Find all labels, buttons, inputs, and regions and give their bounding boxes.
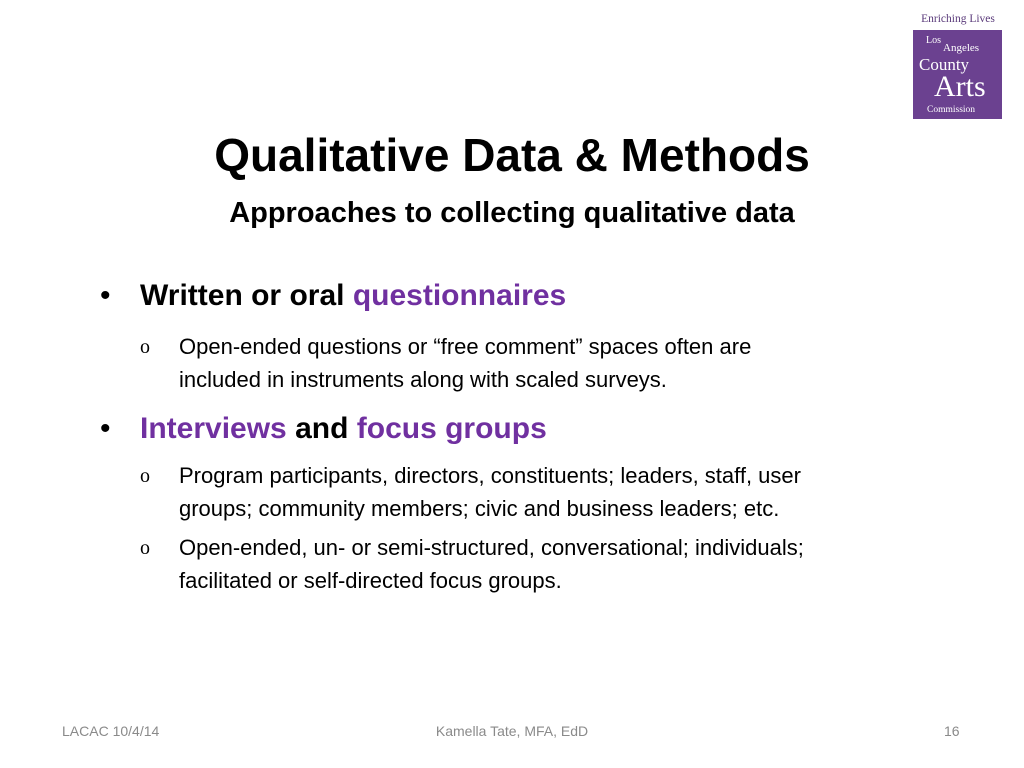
bullet-1-highlight: questionnaires	[352, 279, 567, 312]
logo-tagline: Enriching Lives	[921, 13, 995, 25]
arts-commission-logo	[913, 30, 1002, 119]
sub-bullet-1-1-line2: included in instruments along with scaled surveys.	[179, 367, 667, 392]
bullet-2-highlight-b: focus groups	[356, 412, 547, 445]
bullet-1-text	[140, 278, 566, 314]
sub-bullet-marker-1-1: o	[140, 336, 150, 358]
sub-bullet-2-1-line1: Program participants, directors, constituents; leaders, staff, user	[179, 463, 801, 488]
slide-subtitle: Approaches to collecting qualitative data	[229, 197, 795, 229]
slide-title: Qualitative Data & Methods	[214, 129, 810, 181]
logo-word-arts: Arts	[934, 70, 986, 103]
sub-bullet-2-2	[179, 531, 959, 597]
sub-bullet-2-1	[179, 459, 959, 525]
footer-date: LACAC 10/4/14	[62, 723, 160, 739]
sub-bullet-2-2-line1: Open-ended, un- or semi-structured, conversational; individuals;	[179, 535, 804, 560]
logo-word-los: Los	[926, 35, 941, 46]
sub-bullet-1-1-line1: Open-ended questions or “free comment” spaces often are	[179, 334, 752, 359]
bullet-2-middle: and	[286, 412, 357, 445]
bullet-1-prefix: Written or oral	[140, 279, 353, 312]
bullet-dot-2: •	[100, 412, 111, 445]
sub-bullet-marker-2-2: o	[140, 537, 150, 559]
logo-word-angeles: Angeles	[943, 42, 980, 54]
logo-word-commission: Commission	[927, 105, 976, 115]
page-number: 16	[944, 723, 960, 739]
logo-word-county: County	[919, 55, 970, 74]
sub-bullet-2-2-line2: facilitated or self-directed focus groups.	[179, 568, 562, 593]
sub-bullet-2-1-line2: groups; community members; civic and business leaders; etc.	[179, 496, 780, 521]
bullet-2-highlight-a: Interviews	[140, 412, 287, 445]
footer-author: Kamella Tate, MFA, EdD	[435, 723, 589, 739]
bullet-2-text	[140, 411, 547, 447]
bullet-dot-1: •	[100, 279, 111, 312]
sub-bullet-marker-2-1: o	[140, 465, 150, 487]
sub-bullet-1-1	[179, 330, 959, 396]
